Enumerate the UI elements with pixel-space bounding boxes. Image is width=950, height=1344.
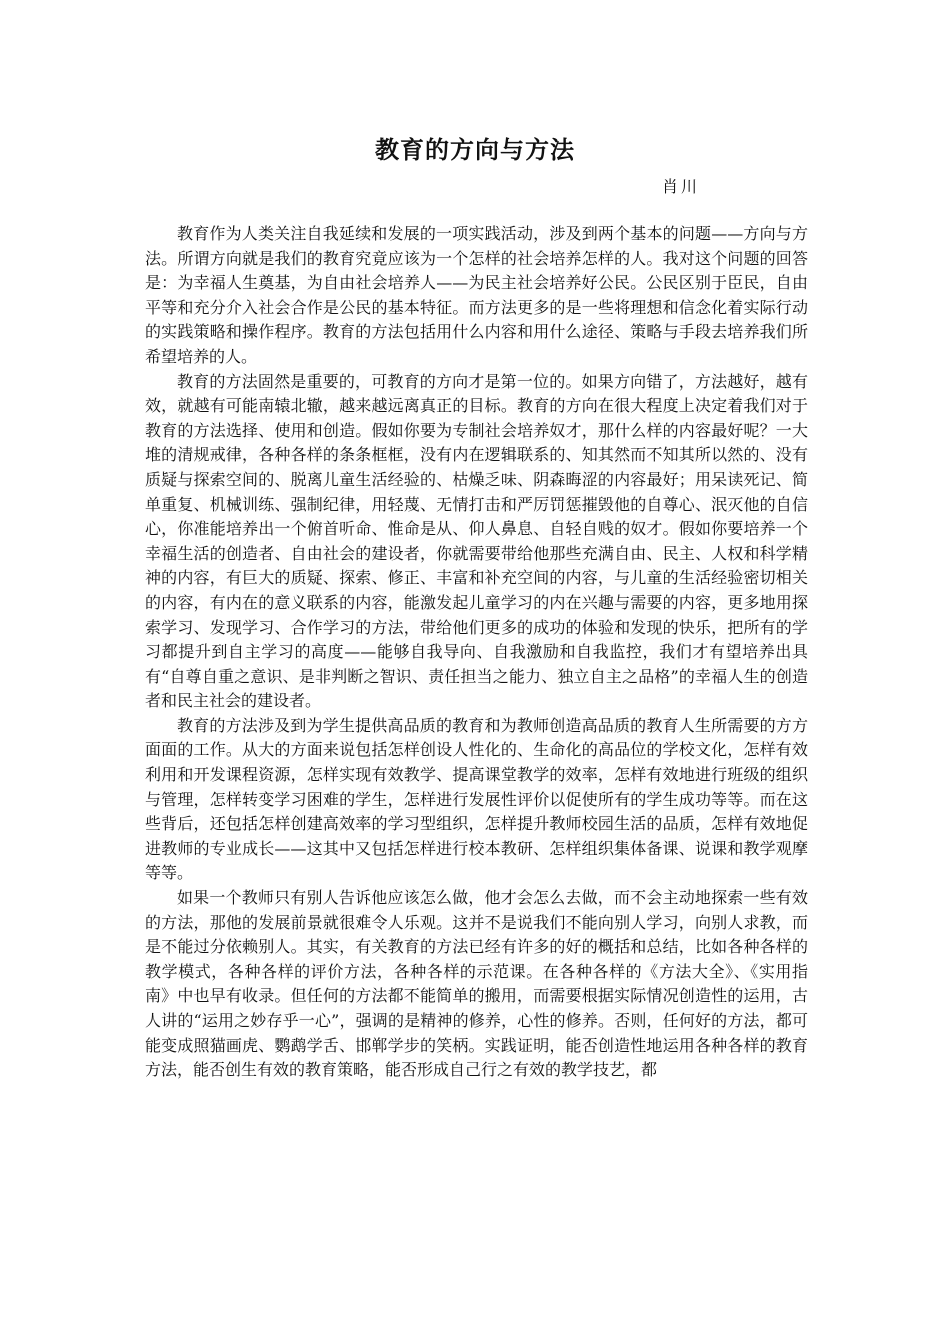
document-body [145, 222, 808, 1083]
body-paragraph-1: 教育作为人类关注自我延续和发展的一项实践活动，涉及到两个基本的问题——方向与方法。所谓方向就是我们的教育究竟应该为一个怎样的社会培养怎样的人。我对这个问题的回答是：为幸福人生奠基，为自由社会培养人——为民主社会培养好公民。公民区别于臣民，自由平等和充分介入社会合作是公民的基本特征。而方法更多的是一些将理想和信念化着实际行动的实践策略和操作程序。教育的方法包括用什么内容和用什么途径、策略与手段去培养我们所希望培养的人。 [145, 224, 808, 366]
body-paragraph-3: 教育的方法涉及到为学生提供高品质的教育和为教师创造高品质的教育人生所需要的方方面面的工作。从大的方面来说包括怎样创设人性化的、生命化的高品位的学校文化，怎样有效利用和开发课程资源，怎样实现有效教学、提高课堂教学的效率，怎样有效地进行班级的组织与管理，怎样转变学习困难的学生，怎样进行发展性评价以促使所有的学生成功等等。而在这些背后，还包括怎样创建高效率的学习型组织，怎样提升教师校园生活的品质，怎样有效地促进教师的专业成长——这其中又包括怎样进行校本教研、怎样组织集体备课、说课和教学观摩等等。 [145, 715, 808, 883]
document-title: 教育的方向与方法 [375, 135, 575, 164]
document-author: 肖川 [662, 177, 701, 196]
body-paragraph-4: 如果一个教师只有别人告诉他应该怎么做，他才会怎么去做，而不会主动地探索一些有效的方法，那他的发展前景就很难令人乐观。这并不是说我们不能向别人学习，向别人求教，而是不能过分依赖别人。其实，有关教育的方法已经有许多的好的概括和总结，比如各种各样的教学模式，各种各样的评价方法，各种各样的示范课。在各种各样的《方法大全》、《实用指南》中也早有收录。但任何的方法都不能简单的搬用，而需要根据实际情况创造性的运用，古人讲的“运用之妙存乎一心”，强调的是精神的修养，心性的修养。否则，任何好的方法，都可能变成照猫画虎、鹦鹉学舌、邯郸学步的笑柄。实践证明，能否创造性地运用各种各样的教育方法，能否创生有效的教育策略，能否形成自己行之有效的教学技艺，都 [145, 888, 808, 1080]
body-paragraph-2: 教育的方法固然是重要的，可教育的方向才是第一位的。如果方向错了，方法越好，越有效，就越有可能南辕北辙，越来越远离真正的目标。教育的方向在很大程度上决定着我们对于教育的方法选择、使用和创造。假如你要为专制社会培养奴才，那什么样的内容最好呢？一大堆的清规戒律，各种各样的条条框框，没有内在逻辑联系的、知其然而不知其所以然的、没有质疑与探索空间的、脱离儿童生活经验的、枯燥乏味、阴森晦涩的内容最好；用呆读死记、简单重复、机械训练、强制纪律，用轻蔑、无情打击和严厉罚惩摧毁他的自尊心、泯灭他的自信心，你准能培养出一个俯首听命、惟命是从、仰人鼻息、自轻自贱的奴才。假如你要培养一个幸福生活的创造者、自由社会的建设者，你就需要带给他那些充满自由、民主、人权和科学精神的内容，有巨大的质疑、探索、修正、丰富和补充空间的内容，与儿童的生活经验密切相关的内容，有内在的意义联系的内容，能激发起儿童学习的内在兴趣与需要的内容，更多地用探索学习、发现学习、合作学习的方法，带给他们更多的成功的体验和发现的快乐，把所有的学习都提升到自主学习的高度——能够自我导向、自我激励和自我监控，我们才有望培养出具有“自尊自重之意识、是非判断之智识、责任担当之能力、独立自主之品格”的幸福人生的创造者和民主社会的建设者。 [145, 371, 808, 711]
